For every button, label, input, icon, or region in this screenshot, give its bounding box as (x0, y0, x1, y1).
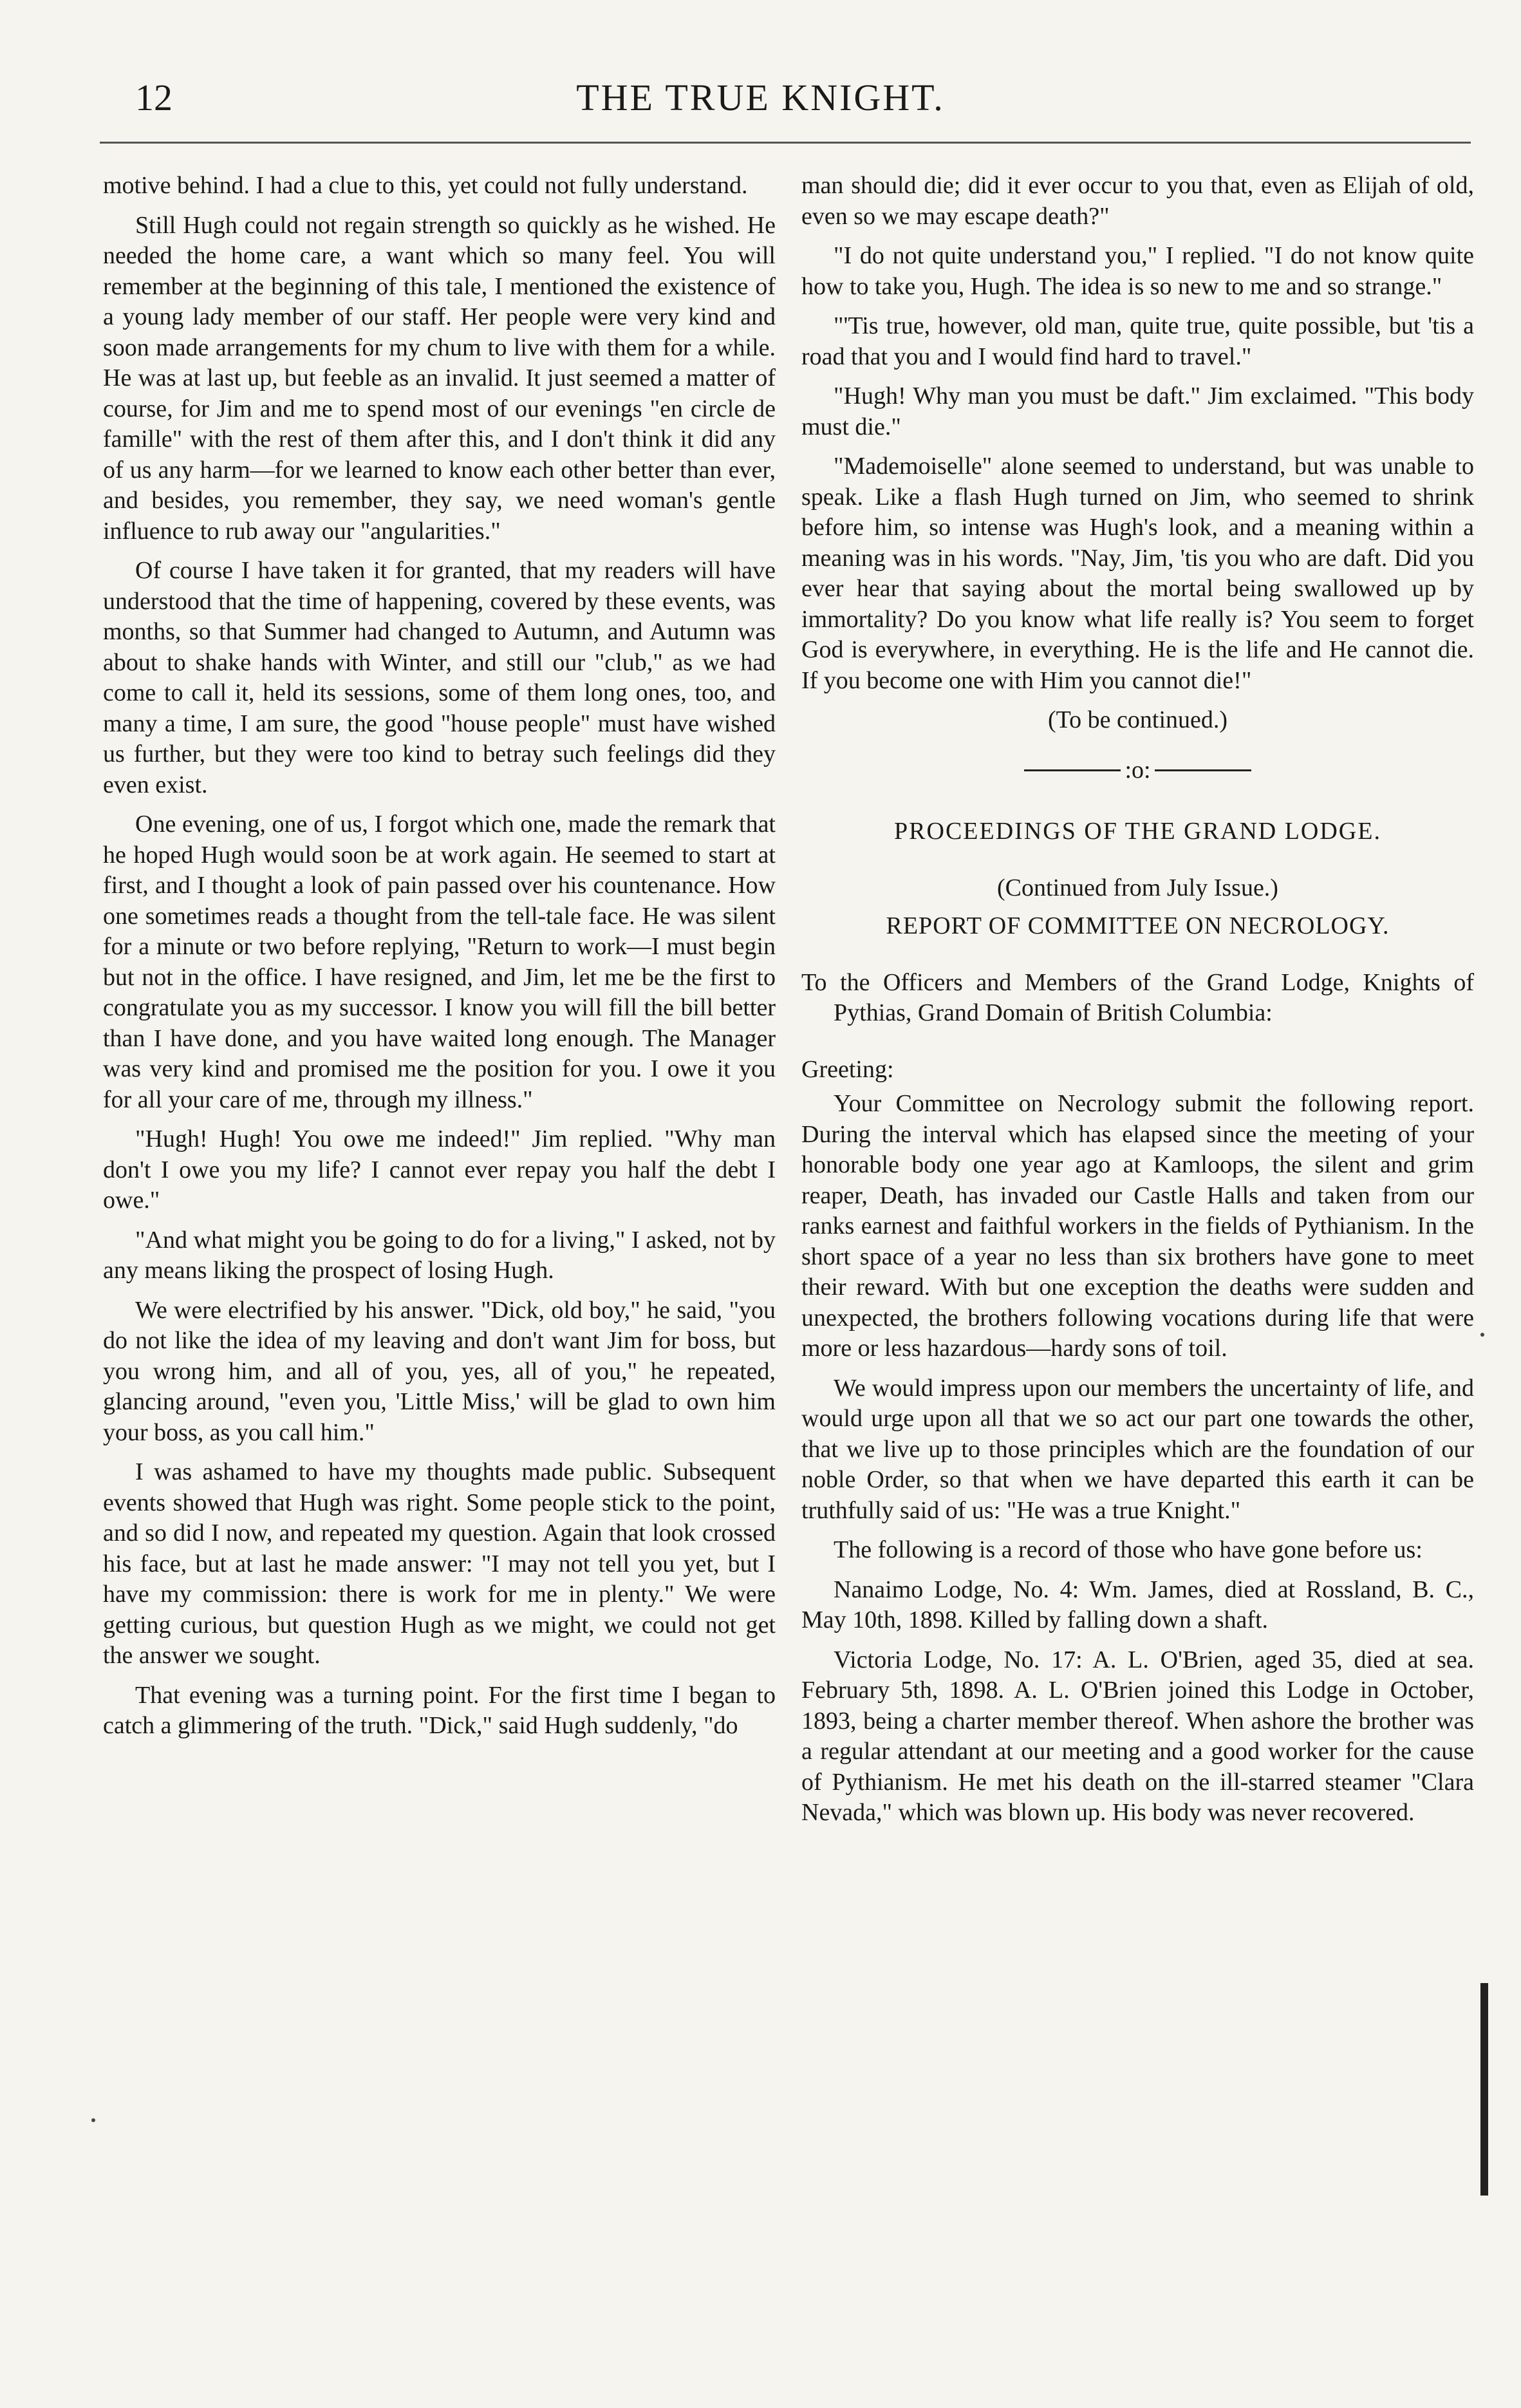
to-be-continued: (To be continued.) (1047, 706, 1228, 733)
continued-from: (Continued from July Issue.) (997, 874, 1278, 901)
story-paragraph: "And what might you be going to do for a living," I asked, not by any means liking the prospect of losing Hugh. (103, 1226, 776, 1284)
story-paragraph: "Hugh! Why man you must be daft." Jim exclaimed. "This body must die." (801, 382, 1474, 440)
story-paragraph: Of course I have taken it for granted, that my readers will have understood that the time of happening, covered by these events, was months, so that Summer had changed to Autumn, and Autumn was about to shake hands with Winter, and still our "club," as we had come to call it, held its sessions, some of them long ones, too, and many a time, I am sure, the good "house people" must have wished us further, but they were too kind to betray such feelings did they even exist. (103, 557, 776, 798)
story-paragraph: man should die; did it ever occur to you that, even as Elijah of old, even so we may escape death?" (801, 172, 1474, 230)
report-paragraph: Nanaimo Lodge, No. 4: Wm. James, died at Rossland, B. C., May 10th, 1898. Killed by falling down a shaft. (801, 1576, 1474, 1633)
story-paragraph: "Mademoiselle" alone seemed to understand, but was unable to speak. Like a flash Hugh turned on Jim, who seemed to shrink before him, so intense was Hugh's look, and a meaning within a meaning was in his words. "Nay, Jim, 'tis you who are daft. Did you ever hear that saying about the mortal being swallowed up by immortality? Do you know what life really is? You seem to forget God is everywhere, in everything. He is the life and He cannot die. If you become one with Him you cannot die!" (801, 453, 1474, 694)
story-paragraph: I was ashamed to have my thoughts made public. Subsequent events showed that Hugh was right. Some people stick to the point, and so did I now, and repeated my question. Again that look crossed his face, but at last he made answer: "I may not tell you yet, but I have my commission: there is work for me in plenty." We were getting curious, but question Hugh as we might, we could not get the answer we sought. (103, 1458, 776, 1669)
story-paragraph: "Hugh! Hugh! You owe me indeed!" Jim replied. "Why man don't I owe you my life? I cannot ever repay you half the debt I owe." (103, 1125, 776, 1214)
section-title: PROCEEDINGS OF THE GRAND LODGE. (894, 818, 1381, 845)
scan-speck (91, 2118, 95, 2122)
page-number: 12 (135, 77, 173, 118)
scan-speck (1480, 1333, 1484, 1337)
page-header (0, 76, 1521, 134)
story-paragraph: Still Hugh could not regain strength so quickly as he wished. He needed the home care, a want which so many feel. You will remember at the beginning of this tale, I mentioned the existence of a young lady member of our staff. Her people were very kind and soon made arrangements for my chum to live with them for a while. He was at last up, but feeble as an invalid. It just seemed a matter of course, for Jim and me to spend most of our evenings "en circle de famille" with the rest of them after this, and I don't think it did any of us any harm—for we learned to know each other better than ever, and besides, you remember, they say, we need woman's gentle influence to rub away our "angularities." (103, 211, 776, 545)
divider-line (1024, 769, 1121, 771)
committee-title: REPORT OF COMMITTEE ON NECROLOGY. (886, 912, 1390, 939)
report-greeting: Greeting: (801, 1055, 894, 1083)
left-column (103, 171, 776, 1751)
story-paragraph: motive behind. I had a clue to this, yet could not fully understand. (103, 172, 748, 199)
report-paragraph: The following is a record of those who have gone before us: (834, 1536, 1423, 1563)
report-address: To the Officers and Members of the Grand Lodge, Knights of Pythias, Grand Domain of British Columbia: (801, 968, 1474, 1026)
report-paragraph: We would impress upon our members the uncertainty of life, and would urge upon all that we so act our part one towards the other, that we live up to those principles which are the foundation of our noble Order, so that when we have departed this earth it can be truthfully said of us: "He was a true Knight." (801, 1374, 1474, 1524)
section-divider (801, 755, 1474, 786)
running-title: THE TRUE KNIGHT. (576, 77, 945, 118)
story-paragraph: We were electrified by his answer. "Dick, old boy," he said, "you do not like the idea of my leaving and don't want Jim for boss, but you wrong him, and all of you, yes, all of you," he repeated, glancing around, "even you, 'Little Miss,' will be glad to own him your boss, as you call him." (103, 1296, 776, 1446)
story-paragraph: "'Tis true, however, old man, quite true, quite possible, but 'tis a road that you and I would find hard to travel." (801, 312, 1474, 370)
story-paragraph: That evening was a turning point. For the first time I began to catch a glimmering of the truth. "Dick," said Hugh suddenly, "do (103, 1681, 776, 1739)
header-rule (100, 142, 1471, 144)
report-paragraph: Your Committee on Necrology submit the following report. During the interval which has elapsed since the meeting of your honorable body one year ago at Kamloops, the silent and grim reaper, Death, has invaded our Castle Halls and taken from our ranks earnest and faithful workers in the fields of Pythianism. In the short space of a year no less than six brothers have gone to meet their reward. With but one exception the deaths were sudden and unexpected, the brothers following vocations during life that were more or less hazardous—hardy sons of toil. (801, 1090, 1474, 1362)
scan-margin-mark (1480, 1983, 1488, 2196)
divider-line (1155, 769, 1251, 771)
story-paragraph: "I do not quite understand you," I replied. "I do not know quite how to take you, Hugh. The idea is so new to me and so strange." (801, 242, 1474, 300)
report-paragraph: Victoria Lodge, No. 17: A. L. O'Brien, aged 35, died at sea. February 5th, 1898. A. L. O'Brien joined this Lodge in October, 1893, being a charter member thereof. When ashore the brother was a regular attendant at our meeting and a good worker for the cause of Pythianism. He met his death on the ill-starred steamer "Clara Nevada," which was blown up. His body was never recovered. (801, 1646, 1474, 1826)
story-paragraph: One evening, one of us, I forgot which one, made the remark that he hoped Hugh would soon be at work again. He seemed to start at first, and I thought a look of pain passed over his countenance. How one sometimes reads a thought from the tell-tale face. He was silent for a minute or two before replying, "Return to work—I must begin but not in the office. I have resigned, and Jim, let me be the first to congratulate you as my successor. I know you will fill the bill better than I have done, and you have waited long enough. The Manager was very kind and promised me the position for you. I owe it you for all your care of me, through my illness." (103, 811, 776, 1113)
right-column (801, 171, 1474, 1838)
divider-glyph: :o: (1124, 756, 1151, 784)
